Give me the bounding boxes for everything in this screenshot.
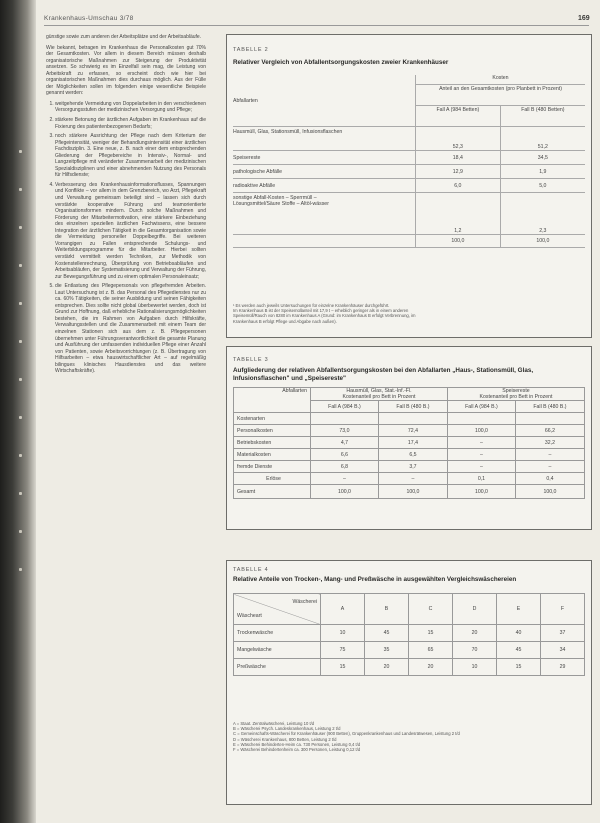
row-label: Materialkosten: [234, 449, 311, 461]
table-cell: 35: [365, 642, 409, 659]
table-3-box: [226, 346, 592, 530]
table-cell: 45: [497, 642, 541, 659]
legend-line: E = Wäscherei Behinderten-Heim ca. 730 Personen, Leistung 0,4 t/d: [233, 741, 361, 747]
col-header: F: [541, 594, 585, 625]
table-row: [234, 461, 585, 473]
header-fall-b: Fall B (480 Betten): [500, 106, 585, 127]
table-row: [234, 473, 585, 485]
col-header: Fall A (984 B.): [447, 401, 515, 413]
table-header-row: [233, 75, 585, 85]
table-header-row: [234, 594, 585, 625]
body-text-column: [46, 34, 206, 814]
running-title: Krankenhaus-Umschau 3/78: [44, 15, 134, 22]
table-cell: 75: [321, 642, 365, 659]
row-label: Speisereste: [233, 151, 416, 165]
table-2-footnotes: [233, 303, 416, 324]
group-label: Hausmüll, Glas, Stat.-Inf.-Fl.: [346, 388, 412, 394]
table-cell: 10: [321, 625, 365, 642]
corner-waescherei: Wäscherei: [292, 599, 317, 605]
table-row: [234, 642, 585, 659]
table-row: [234, 425, 585, 437]
col-header: B: [365, 594, 409, 625]
table-cell: –: [515, 449, 584, 461]
col-header: C: [409, 594, 453, 625]
table-cell: 0,1: [447, 473, 515, 485]
legend-line: C = Gemeinschafts-Wäscherei für Krankenhäuser (900 Betten), Gruppenkrankenhaus und Landesrätwesen, Leistung 2 t/d: [233, 731, 460, 737]
total-row: [233, 235, 585, 248]
table-row: [234, 625, 585, 642]
header-group-speisereste: [447, 388, 584, 401]
table-2-box: [226, 34, 592, 338]
table-cell: –: [515, 461, 584, 473]
legend-line: B = Wäscherei Psych. Landeskrankenhaus, Leistung 2 t/d: [233, 726, 341, 732]
table-cell: 73,0: [311, 425, 379, 437]
total-label: Gesamt: [234, 485, 311, 499]
col-header: A: [321, 594, 365, 625]
table-cell: 40: [497, 625, 541, 642]
header-fall-a: Fall A (984 Betten): [416, 106, 501, 127]
value-fall-a: 18,4: [416, 151, 501, 165]
table-cell: 20: [365, 659, 409, 676]
row-header-label: Abfallarten: [233, 75, 416, 127]
header-anteil: Anteil an den Gesamtkosten (pro Planbett in Prozent): [416, 85, 586, 106]
table-3: [233, 387, 585, 499]
corner-abfallarten: Abfallarten: [234, 388, 311, 413]
col-header: Fall B (480 B.): [515, 401, 584, 413]
row-label: Erlöse: [234, 473, 311, 485]
table-4: [233, 593, 585, 676]
value-fall-a: 6,0: [416, 179, 501, 193]
table-3-title: Aufgliederung der relativen Abfallentsorgungskosten bei den Abfallarten „Haus-, Stationsmüll, Glas, Infusionsflaschen" und „Speisereste": [233, 367, 534, 382]
value-fall-b: 34,5: [500, 151, 585, 165]
measures-list: [46, 101, 206, 375]
footnote-line: ¹ Es werden auch jeweils Untersuchungen für einzelne Krankenhäuser durchgeführt.: [233, 303, 390, 308]
group-label: Speisereste: [502, 388, 530, 394]
table-cell: 6,5: [378, 449, 447, 461]
col-header: Fall A (984 B.): [311, 401, 379, 413]
row-label: Hausmüll, Glas, Stationsmüll, Infusionsflaschen: [233, 127, 416, 151]
table-4-tag: TABELLE 4: [233, 567, 269, 573]
value-fall-a: 52,3: [416, 127, 501, 151]
footnote-line: Im Krankenhaus B ist der Speisemüllanteil mit 17,9 t – erheblich geringer als in einem anderen: [233, 308, 409, 314]
table-row: [233, 127, 585, 151]
total-cell: 100,0: [311, 485, 379, 499]
book-binding-shadow: [0, 0, 36, 823]
legend-line: F = Wäscherei Behindertenheim ca. 300 Personen, Leistung 0,12 t/d: [233, 747, 361, 753]
table-row: [233, 151, 585, 165]
total-cell: 100,0: [378, 485, 447, 499]
table-cell: 72,4: [378, 425, 447, 437]
group-sublabel: Kostenanteil pro Bett in Prozent: [479, 394, 553, 400]
table-header-row: [234, 388, 585, 401]
table-cell: –: [447, 449, 515, 461]
table-cell: 4,7: [311, 437, 379, 449]
table-cell: 6,8: [311, 461, 379, 473]
header-group-hausmuell: [311, 388, 448, 401]
col-header: D: [453, 594, 497, 625]
table-cell: 17,4: [378, 437, 447, 449]
list-item: 4. Verbesserung des Krankenhausinformationsflusses, Spannungen und Konflikte – vor allem in dem Grenzbereich, wo Arzt, Pflegekraft und Verwaltung gemeinsam beteiligt sind – lassen sich durch verstärkte kooperative Führung und teamorientierte Organisationsformen mindern. Durch solche Maßnahmen und Förderung der Mitarbeitermotivation, eine stärkere Einbeziehung des einzelnen speziellen ärztlichen Fachwissens, eine bessere Integration der ärztlichen Tätigkeit in die Gesamtorganisation sowie die Vermeidung personeller Doppelbegriffe. Bei weiteren Vorrangigen zu Fallen entsprechende Schulungs- und Weiterbildungsprogramme für die Mitarbeiter. Hierbei sollten verstärkt vermittelt werden Techniken, zur Methodik von Kostenstellenrechnung, Überprüfung von Betriebsabläufen und Arbeitsabläufen, der Systematisierung und Verwaltung der Führung, zur Bewegungsführung und zu einem optimalen Personaleinsatz;: [55, 182, 206, 280]
value-fall-b: 5,0: [500, 179, 585, 193]
table-2: [233, 75, 585, 248]
table-cell: 6,6: [311, 449, 379, 461]
table-4-legend: [233, 721, 585, 752]
table-cell: 37: [541, 625, 585, 642]
table-cell: 20: [409, 659, 453, 676]
paragraph: Wie bekannt, betragen im Krankenhaus die Personalkosten gut 70% der Gesamtkosten. Vor allem in diesem Bereich müssen deshalb organisatorische Maßnahmen zur Steigerung der Produktivität ansetzen. So schwierig es im Einzelfall sein mag, die Leistung von Arbeitskraft zu erfassen, so erscheint doch wie hier bei organisatorischen Maßnahmen dies durchaus möglich. Aus der Fülle der Möglichkeiten sollen im folgenden einige wesentliche Beispiele genannt werden:: [46, 44, 206, 97]
table-row: [233, 193, 585, 235]
value-fall-b: 1,9: [500, 165, 585, 179]
page-number: 169: [578, 15, 590, 22]
table-row: [234, 659, 585, 676]
value-fall-b: 2,3: [500, 193, 585, 235]
total-label-empty: [233, 235, 416, 248]
header-rule: [44, 25, 589, 26]
total-cell: 100,0: [515, 485, 584, 499]
table-cell: 32,2: [515, 437, 584, 449]
value-fall-a: 12,9: [416, 165, 501, 179]
table-cell: 34: [541, 642, 585, 659]
table-row: [234, 449, 585, 461]
table-cell: –: [447, 461, 515, 473]
row-label: Trockenwäsche: [234, 625, 321, 642]
table-cell: 66,2: [515, 425, 584, 437]
spacer-cell: [311, 413, 379, 425]
col-header: Fall B (480 B.): [378, 401, 447, 413]
row-label: Personalkosten: [234, 425, 311, 437]
group-sublabel: Kostenanteil pro Bett in Prozent: [342, 394, 416, 400]
table-cell: 10: [453, 659, 497, 676]
spacer-cell: [515, 413, 584, 425]
table-cell: 70: [453, 642, 497, 659]
row-label: Betriebskosten: [234, 437, 311, 449]
corner-waescheart: Wäscheart: [237, 613, 262, 619]
table-4-title: Relative Anteile von Trocken-, Mang- und Preßwäsche in ausgewählten Vergleichswäschereien: [233, 576, 517, 583]
table-cell: 65: [409, 642, 453, 659]
value-fall-b: 51,2: [500, 127, 585, 151]
list-item: 1. weitgehende Vermeidung von Doppelarbeiten in den verschiedenen Versorgungsstufen der medizinischen Versorgung und Pflege;: [55, 101, 206, 114]
table-cell: 20: [453, 625, 497, 642]
table-cell: 15: [497, 659, 541, 676]
row-label: Mangelwäsche: [234, 642, 321, 659]
table-cell: –: [378, 473, 447, 485]
list-item: 3. noch stärkere Ausrichtung der Pflege nach dem Kriterium der Pflegeintensität, weniger der Behandlungsintensität einer ärztlichen Fachdisziplin. 3. Eine neue, z. B. nach einer dem entsprechenden Gliederung der Pflegebereiche in Intensiv-, Normal- und Langzeitpflege mit veränderter Zusammenarbeit der medizinischen Spezialdisziplinen und einer abnehmenden Nutzung des Personals für Hilfsdienste;: [55, 133, 206, 179]
table-2-tag: TABELLE 2: [233, 47, 269, 53]
table-cell: 3,7: [378, 461, 447, 473]
footnote-line: Krankenhaus B erfolgt Pflege und Abgabe nach außen).: [233, 318, 337, 324]
table-row: [234, 437, 585, 449]
table-cell: 29: [541, 659, 585, 676]
table-cell: 15: [321, 659, 365, 676]
list-item: 5. die Entlastung des Pflegepersonals von pflegefremden Arbeiten. Laut Untersuchung ist z. B. das Personal des Pflegedienstes nur zu ca. 60% Tätigkeiten, die seiner Ausbildung und seinen Fähigkeiten entsprechen. Dies sollte nicht global überbewertet werden, doch ist Grund zur Hoffnung, daß erhebliche Rationalisierungsmöglichkeiten bestehen, die im Rahmen von Aufgaben durch Hilfskräfte, Verwaltungsstellen und die Zusammenarbeit mit einem Team der einzelnen Stationen sich aus dem z. B. Pflegepersonen übernehmen unter Führungsverantwortlichkeit die gesamte Planung und Ausführung der umfassenden individuellen Pflege einer Anzahl von Patienten, sowie Arbeitsvorrichtungen (z. B. Übertragung von Hilfsarbeiten – etwa hauswirtschaftlicher Art – auf regelmäßig bilingues klinisches Hausdienstes und das weitere Wirtschaftskräfte).: [55, 283, 206, 375]
legend-line: D = Wäscherei Krankenhaus, 800 Betten, Leistung 2 t/d: [233, 736, 337, 742]
legend-line: A = Staat. Zentralwäscherei, Leistung 10 t/d: [233, 721, 315, 726]
paragraph: günstige sowie zum anderen der Arbeitsplätze und der Arbeitsabläufe.: [46, 34, 202, 40]
row-label: sonstige Abfall-Kosten – Sperrmüll – Lösungsmittel/Säure Stoffe – Altöl-wässer: [233, 193, 416, 235]
row-label: radioaktive Abfälle: [233, 179, 416, 193]
table-cell: 100,0: [447, 425, 515, 437]
table-row: [233, 179, 585, 193]
table-cell: –: [447, 437, 515, 449]
table-3-tag: TABELLE 3: [233, 357, 269, 363]
table-cell: 15: [409, 625, 453, 642]
footnote-line: Speisemüll/Rauch von 8280 im Krankenhaus A (Grund: im Krankenhaus B erfolgt Verbrennung, im: [233, 313, 416, 319]
total-fall-b: 100,0: [500, 235, 585, 248]
corner-row: [234, 413, 585, 425]
corner-cell: [234, 594, 321, 625]
table-4-box: [226, 560, 592, 805]
total-fall-a: 100,0: [416, 235, 501, 248]
col-header: E: [497, 594, 541, 625]
table-2-title: Relativer Vergleich von Abfallentsorgungskosten zweier Krankenhäuser: [233, 59, 449, 66]
header-kosten: Kosten: [416, 75, 586, 85]
corner-kostenarten: Kostenarten: [234, 413, 311, 425]
spacer-cell: [447, 413, 515, 425]
table-cell: 45: [365, 625, 409, 642]
value-fall-a: 1,2: [416, 193, 501, 235]
table-cell: 0,4: [515, 473, 584, 485]
total-row: [234, 485, 585, 499]
total-cell: 100,0: [447, 485, 515, 499]
row-label: fremde Dienste: [234, 461, 311, 473]
list-item: 2. stärkere Betonung der ärztlichen Aufgaben im Krankenhaus auf die Fixierung des patientenbezogenen Bedarfs;: [55, 117, 206, 130]
spacer-cell: [378, 413, 447, 425]
table-cell: –: [311, 473, 379, 485]
table-row: [233, 165, 585, 179]
row-label: Preßwäsche: [234, 659, 321, 676]
row-label: pathologische Abfälle: [233, 165, 416, 179]
